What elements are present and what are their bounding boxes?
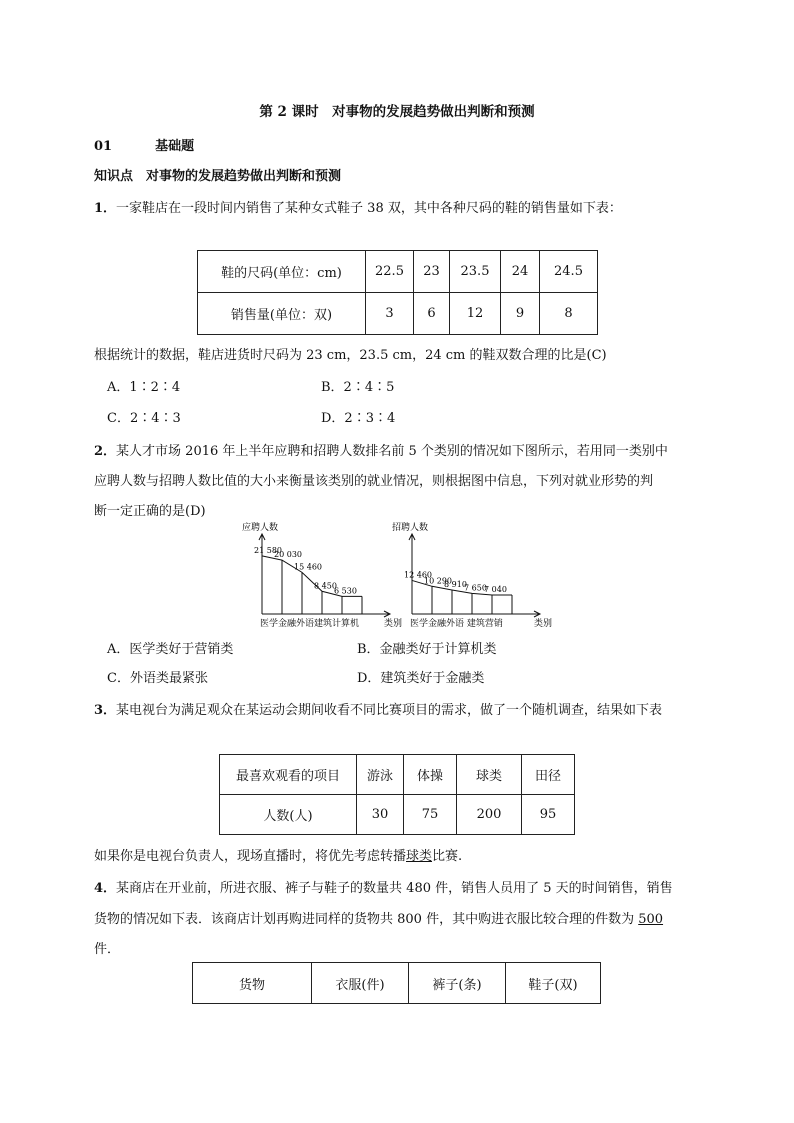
option-a: A．1∶2∶4 (107, 380, 181, 395)
category-labels: 医学金融外语 建筑营销 (410, 619, 503, 629)
question-2-line-2: 应聘人数与招聘人数比值的大小来衡量该类别的就业情况，则根据图中信息，下列对就业形势的判 (94, 474, 654, 489)
table-cell: 球类 (457, 755, 522, 795)
question-4-text: 货物的情况如下表．该商店计划再购进同样的货物共 800 件，其中购进衣服比较合理的件数为 (94, 912, 639, 927)
data-label: 21 580 (254, 545, 282, 555)
table-cell: 12 (450, 293, 501, 335)
y-axis-label: 应聘人数 (242, 523, 279, 533)
table-header-cell: 鞋子(双) (506, 963, 601, 1004)
question-3-answer-line (94, 845, 462, 864)
table-cell: 24.5 (540, 251, 598, 293)
data-label: 12 460 (404, 570, 432, 580)
table-header-cell: 衣服(件) (312, 963, 409, 1004)
option-d: D．建筑类好于金融类 (357, 671, 485, 686)
table-row-head: 人数(人) (220, 795, 357, 835)
option-c: C．外语类最紧张 (107, 671, 208, 686)
data-label: 8 450 (314, 581, 337, 591)
table-header-cell: 裤子(条) (409, 963, 506, 1004)
question-3 (94, 699, 662, 718)
question-1-text: 一家鞋店在一段时间内销售了某种女式鞋子 38 双，其中各种尺码的鞋的销售量如下表： (116, 201, 622, 216)
data-label: 20 030 (274, 550, 302, 560)
table-cell: 9 (501, 293, 540, 335)
answer-blank: 球类 (406, 849, 433, 864)
question-1-number: 1． (94, 201, 117, 216)
data-label: 6 530 (334, 586, 357, 596)
recruitment-charts (238, 520, 558, 630)
option-b: B．金融类好于计算机类 (357, 642, 497, 657)
table-row-head: 最喜欢观看的项目 (220, 755, 357, 795)
option-b: B．2∶4∶5 (321, 380, 395, 395)
table-header-cell: 货物 (193, 963, 312, 1004)
data-label: 7 650 (464, 583, 487, 593)
option-c: C．2∶4∶3 (107, 411, 181, 426)
table-row-head: 销售量(单位：双) (198, 293, 366, 335)
table-cell: 体操 (404, 755, 457, 795)
knowledge-point: 知识点 对事物的发展趋势做出判断和预测 (94, 169, 342, 184)
section-heading (94, 135, 194, 154)
table-cell: 6 (414, 293, 450, 335)
data-label: 7 040 (484, 585, 507, 595)
option-d: D．2∶3∶4 (321, 411, 396, 426)
answer-prefix: 如果你是电视台负责人，现场直播时，将优先考虑转播 (94, 849, 407, 864)
section-number: 01 (94, 139, 113, 154)
question-4-line-1 (94, 877, 673, 896)
question-1-stem: 根据统计的数据，鞋店进货时尺码为 23 cm，23.5 cm，24 cm 的鞋双数合理的比是(C) (94, 348, 607, 363)
question-3-number: 3． (94, 703, 117, 718)
x-axis-label: 类别 (384, 619, 403, 629)
table-cell: 30 (357, 795, 404, 835)
table-cell: 95 (522, 795, 575, 835)
question-3-text: 某电视台为满足观众在某运动会期间收看不同比赛项目的需求，做了一个随机调查，结果如下表 (116, 703, 663, 718)
sports-survey-table (219, 754, 575, 835)
table-cell: 8 (540, 293, 598, 335)
question-1 (94, 197, 622, 216)
question-2-text: 某人才市场 2016 年上半年应聘和招聘人数排名前 5 个类别的情况如下图所示，若用同一类别中 (116, 444, 668, 459)
question-4-number: 4． (94, 881, 117, 896)
table-cell: 75 (404, 795, 457, 835)
goods-table (192, 962, 601, 1004)
data-label: 15 460 (294, 562, 322, 572)
table-cell: 游泳 (357, 755, 404, 795)
data-label: 10 290 (424, 576, 452, 586)
table-cell: 田径 (522, 755, 575, 795)
table-cell: 3 (366, 293, 414, 335)
answer-suffix: 比赛. (432, 849, 463, 864)
question-2-line-3: 断一定正确的是(D) (94, 504, 206, 519)
openings-chart (392, 521, 552, 629)
table-row-head: 鞋的尺码(单位：cm) (198, 251, 366, 293)
table-cell: 22.5 (366, 251, 414, 293)
table-cell: 23.5 (450, 251, 501, 293)
data-label: 8 910 (444, 580, 467, 590)
y-axis-label: 招聘人数 (392, 523, 429, 533)
question-4-line-3: 件． (94, 942, 121, 957)
question-2-line-1 (94, 440, 668, 459)
table-cell: 23 (414, 251, 450, 293)
applicants-chart (242, 521, 402, 629)
answer-blank: 500 (638, 912, 664, 927)
table-cell: 24 (501, 251, 540, 293)
section-label: 基础题 (155, 139, 195, 154)
category-labels: 医学金融外语建筑计算机 (260, 619, 360, 629)
table-cell: 200 (457, 795, 522, 835)
shoe-size-table (197, 250, 598, 335)
option-a: A．医学类好于营销类 (107, 642, 234, 657)
question-4-text: 某商店在开业前，所进衣服、裤子与鞋子的数量共 480 件，销售人员用了 5 天的时间销售，销售 (116, 881, 673, 896)
x-axis-label: 类别 (534, 619, 553, 629)
page-title: 第 2 课时 对事物的发展趋势做出判断和预测 (259, 104, 535, 120)
question-2-number: 2． (94, 444, 117, 459)
question-4-line-2 (94, 908, 663, 927)
